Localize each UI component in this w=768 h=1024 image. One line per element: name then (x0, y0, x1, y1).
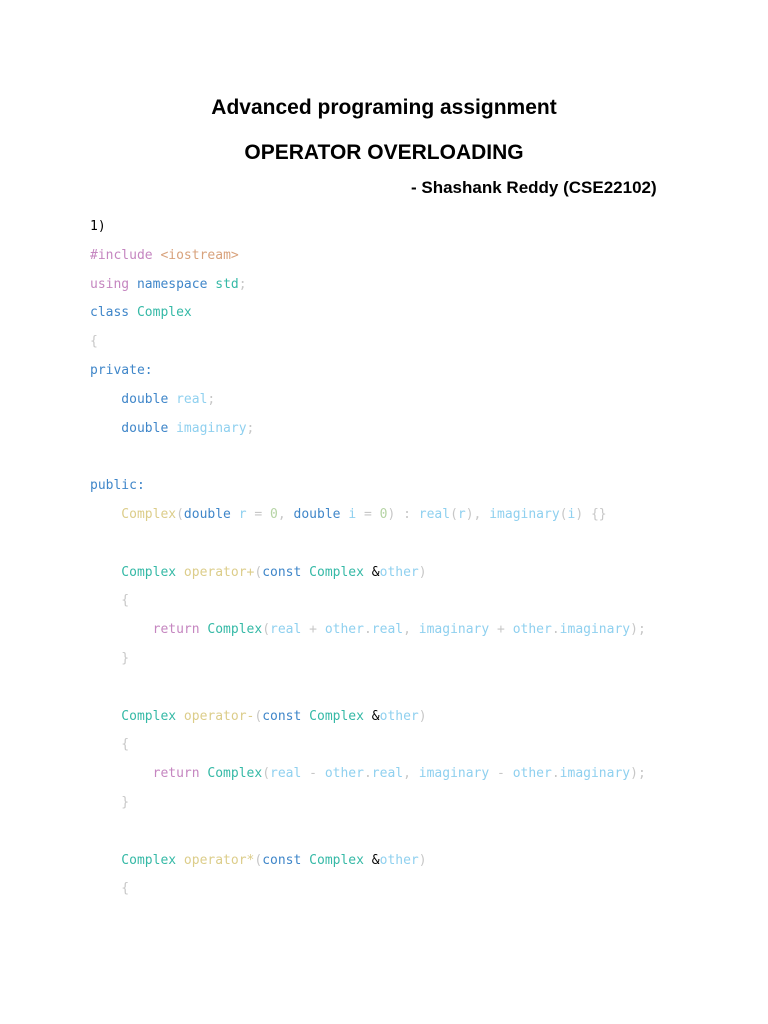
code-line (90, 299, 646, 328)
code-token: imaginary (559, 622, 631, 638)
code-token: = (246, 506, 271, 522)
code-token: + (489, 622, 513, 638)
code-token: other (379, 708, 419, 724)
code-token: ( (176, 506, 184, 522)
code-token: Complex (90, 708, 184, 724)
code-token: Complex (309, 708, 372, 724)
code-line (90, 674, 646, 703)
code-token: Complex (136, 305, 192, 321)
code-token: } (90, 794, 130, 810)
code-token: const (262, 708, 310, 724)
code-token: - (301, 766, 325, 782)
code-token: ( (254, 852, 263, 868)
code-token: & (371, 852, 380, 868)
code-token: operator- (183, 708, 255, 724)
code-token: { (90, 881, 130, 897)
code-line (90, 501, 646, 530)
code-token: i (348, 506, 357, 522)
code-token: operator* (183, 852, 255, 868)
code-token: Complex (207, 766, 263, 782)
code-token: Complex (309, 852, 372, 868)
code-token: r (238, 506, 247, 522)
code-token: other (324, 622, 364, 638)
code-line (90, 587, 646, 616)
document-title: Advanced programing assignment (211, 96, 557, 119)
code-token: ( (450, 506, 458, 522)
code-token: other (379, 852, 419, 868)
code-line (90, 357, 646, 386)
code-token: return (90, 622, 208, 638)
code-token: ) : (387, 506, 419, 522)
code-line (90, 530, 646, 559)
code-token: - (489, 766, 513, 782)
code-token: ); (630, 622, 646, 638)
code-line (90, 789, 646, 818)
code-token: 1) (90, 219, 106, 234)
code-token: Complex (90, 506, 177, 522)
code-line (90, 271, 646, 300)
code-line (90, 443, 646, 472)
code-line (90, 703, 646, 732)
code-token: ( (254, 708, 263, 724)
document-subtitle: OPERATOR OVERLOADING (244, 141, 524, 164)
code-token: const (262, 852, 310, 868)
code-token: Complex (207, 622, 263, 638)
code-token: imaginary (559, 766, 631, 782)
code-token: real (371, 766, 404, 782)
code-token: real (371, 622, 404, 638)
code-token: 0 (270, 506, 278, 522)
code-token: ; (238, 276, 247, 292)
code-token: i (567, 506, 576, 522)
code-token: Complex (90, 564, 184, 580)
code-token: } (90, 650, 130, 666)
code-token: <iostream> (160, 247, 239, 263)
code-token: return (90, 766, 208, 782)
code-token: Complex (90, 852, 184, 868)
code-token: imaginary (489, 506, 560, 522)
code-token: other (379, 564, 419, 580)
code-token: ) (418, 564, 427, 580)
code-token: using (90, 276, 137, 292)
code-token: double (90, 391, 177, 407)
code-token: . (551, 766, 560, 782)
code-token: , (277, 506, 294, 522)
code-token: std (215, 276, 239, 292)
code-token: ); (630, 766, 646, 782)
code-line (90, 213, 646, 242)
code-token: , (403, 622, 419, 638)
code-line (90, 875, 646, 904)
code-token: { (90, 737, 130, 753)
code-token: double (293, 506, 349, 522)
code-token: r (457, 506, 466, 522)
code-token: other (324, 766, 364, 782)
code-token: other (512, 766, 552, 782)
code-token: ) (418, 708, 427, 724)
code-token: Complex (309, 564, 372, 580)
code-line (90, 818, 646, 847)
code-token: & (371, 708, 380, 724)
code-token: ) (418, 852, 427, 868)
code-block (90, 213, 646, 904)
code-line (90, 386, 646, 415)
code-token: ( (559, 506, 568, 522)
code-token: ; (246, 420, 255, 436)
code-token: ) {} (575, 506, 607, 522)
code-line (90, 616, 646, 645)
code-line (90, 242, 646, 271)
code-token: #include (90, 247, 161, 263)
code-token: double (90, 420, 177, 436)
code-token: 0 (379, 506, 388, 522)
code-token: ( (262, 766, 271, 782)
code-token: . (551, 622, 560, 638)
code-token: ( (254, 564, 263, 580)
code-token: = (356, 506, 380, 522)
code-line (90, 472, 646, 501)
code-token: real (270, 622, 302, 638)
code-token: real (176, 391, 208, 407)
code-token: { (90, 334, 98, 350)
code-token: private: (90, 362, 153, 378)
code-token: . (363, 766, 372, 782)
code-token: ( (262, 622, 271, 638)
code-token: double (183, 506, 239, 522)
code-line (90, 731, 646, 760)
code-token: real (418, 506, 451, 522)
code-token: public: (90, 478, 145, 494)
code-line (90, 328, 646, 357)
code-line (90, 760, 646, 789)
code-token: . (363, 622, 372, 638)
code-line (90, 847, 646, 876)
author-line: - Shashank Reddy (CSE22102) (411, 178, 657, 197)
code-token: const (262, 564, 310, 580)
code-token: { (90, 593, 130, 609)
code-line (90, 559, 646, 588)
code-token: imaginary (418, 766, 490, 782)
code-line (90, 645, 646, 674)
code-token: imaginary (418, 622, 490, 638)
code-line (90, 415, 646, 444)
code-token: , (403, 766, 419, 782)
code-token: real (270, 766, 302, 782)
code-token: operator+ (183, 564, 255, 580)
code-token: imaginary (176, 420, 247, 436)
code-token: other (512, 622, 552, 638)
code-token: ; (207, 391, 216, 407)
code-token: namespace (136, 276, 216, 292)
code-token: + (301, 622, 325, 638)
code-token: ), (465, 506, 490, 522)
code-token: class (90, 305, 137, 321)
code-token: & (371, 564, 380, 580)
